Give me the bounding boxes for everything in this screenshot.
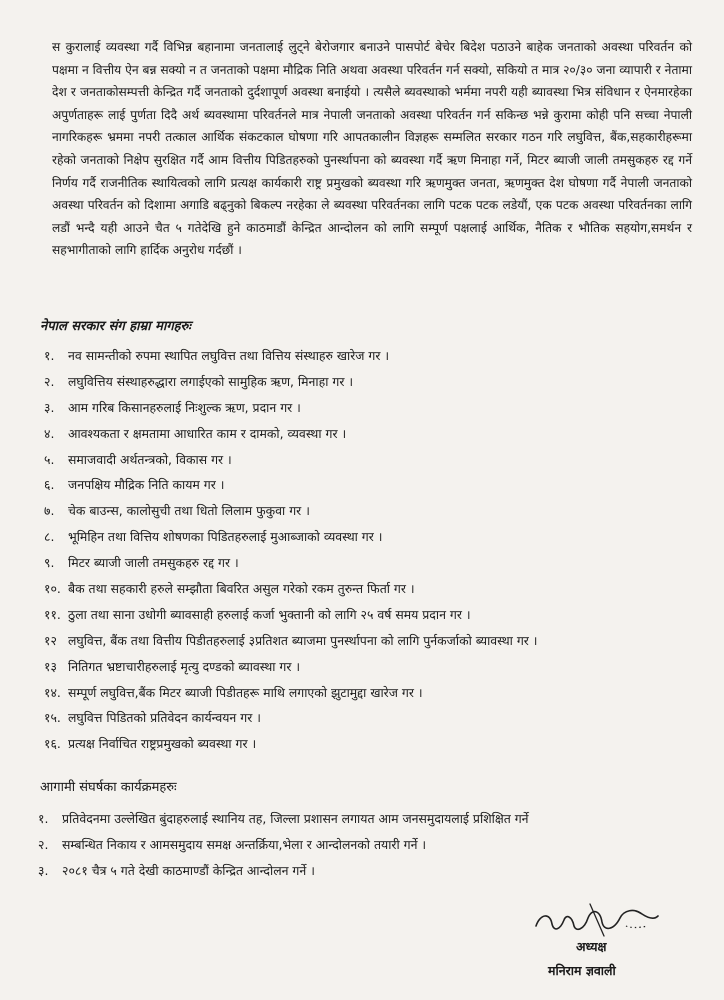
list-item — [44, 421, 538, 447]
item-number: ७. — [44, 503, 55, 519]
intro-paragraph: स कुरालाई व्यवस्था गर्दै विभिन्न बहानामा जनतालाई लुट्ने बेरोजगार बनाउने पासपोर्ट बेचेर बिदेश पठाउने बाहेक जनताको अवस्था परिवर्तन को पक्षमा न वित्तीय ऐन बन्न सक्यो न त जनताको पक्षमा मौद्रिक निति अथवा अवस्था परिवर्तन गर्न सक्यो, सकियो त मात्र २०/३० जना व्यापारी र नेतामा देश र जनताकोसम्पत्ती केन्द्रित गर्दै जनताको दुर्दशापूर्ण अवस्था बनाईयो । त्यसैले ब्यवस्थाको भर्ममा नपरी यही ब्यावस्था भित्र संविधान र ऐनमारहेका अपुर्णताहरू लाई पुर्णता दिदै अर्थ ब्यवस्थामा परिवर्तनले मात्र नेपाली जनताको अवस्था परिवर्तन गर्न सकिन्छ भन्ने कुरामा कोही पनि सच्चा नेपाली नागरिकहरू भ्रममा नपरी तत्काल आर्थिक संकटकाल घोषणा गरि आपतकालीन विज्ञहरू सम्मलित सरकार गठन गरि लघुवित्त, बैंक,सहकारीहरूमा रहेको जनताको निक्षेप सुरक्षित गर्दै आम वित्तीय पिडितहरुको पुनर्स्थापना को ब्यवस्था गर्दै ऋण मिनाहा गर्ने, मिटर ब्याजी जाली तमसुकहरु रद्द गर्ने निर्णय गर्दै राजनीतिक स्थायित्वको लागि प्रत्यक्ष कार्यकारी राष्ट्र प्रमुखको ब्यवस्था गरि ऋणमुक्त जनता, ऋणमुक्त देश घोषणा गर्दै नेपाली जनताको अवस्था परिवर्तन को दिशामा अगाडि बढ्नुको बिकल्प नरहेका ले ब्यवस्था परिवर्तनका लागि पटक पटक लडेयौं, एक पटक अवस्था परिवर्तनका लागि लडौं भन्दै यही आउने चैत ५ गतेदेखि हुने काठमाडौं केन्द्रित आन्दोलन को लागि सम्पूर्ण पक्षलाई आर्थिक, नैतिक र भौतिक सहयोग,समर्थन र सहभागीताको लागि हार्दिक अनुरोध गर्दछौं । — [52, 40, 692, 258]
list-item — [44, 498, 538, 524]
list-item — [38, 858, 529, 884]
item-text: लघुवित्त पिडितको प्रतिवेदन कार्यन्वयन गर । — [68, 710, 261, 726]
item-number: १४. — [44, 684, 61, 700]
item-number: १५. — [44, 710, 61, 726]
item-text: नितिगत भ्रष्टाचारीहरुलाई मृत्यु दण्डको ब्यावस्था गर । — [68, 658, 301, 674]
list-item — [44, 395, 538, 421]
item-text: प्रतिवेदनमा उल्लेखित बुंदाहरुलाई स्थानिय तह, जिल्ला प्रशासन लगायत आम जनसमुदायलाई प्रशिक्षित गर्ने — [62, 811, 529, 826]
item-text: बैक तथा सहकारी हरुले सम्झौता बिवरित असुल गरेको रकम तुरुन्त फिर्ता गर । — [68, 581, 415, 597]
list-item — [38, 806, 529, 832]
programs-heading: आगामी संघर्षका कार्यक्रमहरुः — [40, 780, 177, 795]
item-text: चेक बाउन्स, कालोसुची तथा धितो लिलाम फुकुवा गर । — [68, 503, 310, 519]
item-number: ५. — [44, 451, 55, 467]
signatory-name: मनिराम ज्ञवाली — [548, 963, 616, 978]
item-text: आम गरिब किसानहरुलाई निःशुल्क ऋण, प्रदान गर । — [68, 399, 301, 415]
item-number: ११. — [44, 606, 61, 622]
item-text: २०८१ चैत्र ५ गते देखी काठमाण्डौं केन्द्रित आन्दोलन गर्ने । — [62, 863, 315, 878]
list-item — [44, 369, 538, 395]
programs-list — [38, 806, 529, 884]
item-number: २. — [38, 837, 49, 852]
list-item — [44, 447, 538, 473]
item-number: १०. — [44, 581, 61, 597]
list-item — [44, 472, 538, 498]
item-text: नव सामन्तीको रुपमा स्थापित लघुवित्त तथा वित्तिय संस्थाहरु खारेज गर । — [68, 348, 390, 363]
item-number: १६. — [44, 736, 61, 752]
handwritten-signature — [530, 896, 660, 942]
list-item — [44, 343, 538, 369]
item-number: २. — [44, 373, 55, 389]
item-text: जनपक्षिय मौद्रिक निति कायम गर । — [68, 477, 225, 493]
item-text: लघुवित्तिय संस्थाहरुद्धारा लगाईएको सामुहिक ऋण, मिनाहा गर । — [68, 373, 354, 389]
list-item — [38, 832, 529, 858]
signatory-title: अध्यक्ष — [576, 939, 607, 954]
demands-heading: नेपाल सरकार संग हाम्रा मागहरुः — [40, 319, 191, 334]
item-text: समाजवादी अर्थतन्त्रको, विकास गर । — [68, 451, 232, 467]
item-text: भूमिहिन तथा वित्तिय शोषणका पिडितहरुलाई मुआब्जाको व्यवस्था गर । — [68, 529, 383, 545]
item-number: १. — [38, 811, 49, 826]
item-number: ६. — [44, 477, 55, 493]
item-number: १३ — [44, 658, 57, 674]
item-number: ४. — [44, 425, 55, 441]
list-item — [44, 576, 538, 602]
list-item — [44, 524, 538, 550]
item-text: प्रत्यक्ष निर्वाचित राष्ट्रप्रमुखको ब्यवस्था गर । — [68, 736, 257, 752]
list-item — [44, 550, 538, 576]
list-item — [44, 680, 538, 706]
intro-section — [52, 36, 692, 262]
item-number: ९. — [44, 555, 55, 571]
list-item — [44, 705, 538, 731]
item-text: सम्पूर्ण लघुवित्त,बैंक मिटर ब्याजी पिडीतहरू माथि लगाएको झुटामुद्दा खारेज गर । — [68, 684, 423, 700]
list-item — [44, 602, 538, 628]
item-text: लघुवित्त, बैंक तथा वित्तीय पिडीतहरुलाई ३प्रतिशत ब्याजमा पुनर्स्थापना को लागि पुर्नकर्जाको ब्यावस्था गर । — [68, 632, 538, 648]
list-item — [44, 628, 538, 654]
demands-list — [44, 343, 538, 757]
item-number: १२ — [44, 632, 57, 648]
item-text: ठुला तथा साना उधोगी ब्यावसाही हरुलाई कर्जा भुक्तानी को लागि २५ वर्ष समय प्रदान गर । — [68, 606, 471, 622]
item-number: ३. — [38, 863, 49, 878]
item-number: १. — [44, 348, 55, 363]
item-text: सम्बन्धित निकाय र आमसमुदाय समक्ष अन्तर्क्रिया,भेला र आन्दोलनको तयारी गर्ने । — [62, 837, 427, 852]
item-number: ३. — [44, 399, 55, 415]
list-item — [44, 654, 538, 680]
item-number: ८. — [44, 529, 55, 545]
item-text: मिटर ब्याजी जाली तमसुकहरु रद्द गर । — [68, 555, 239, 571]
item-text: आवश्यकता र क्षमतामा आधारित काम र दामको, व्यवस्था गर । — [68, 425, 347, 441]
list-item — [44, 731, 538, 757]
